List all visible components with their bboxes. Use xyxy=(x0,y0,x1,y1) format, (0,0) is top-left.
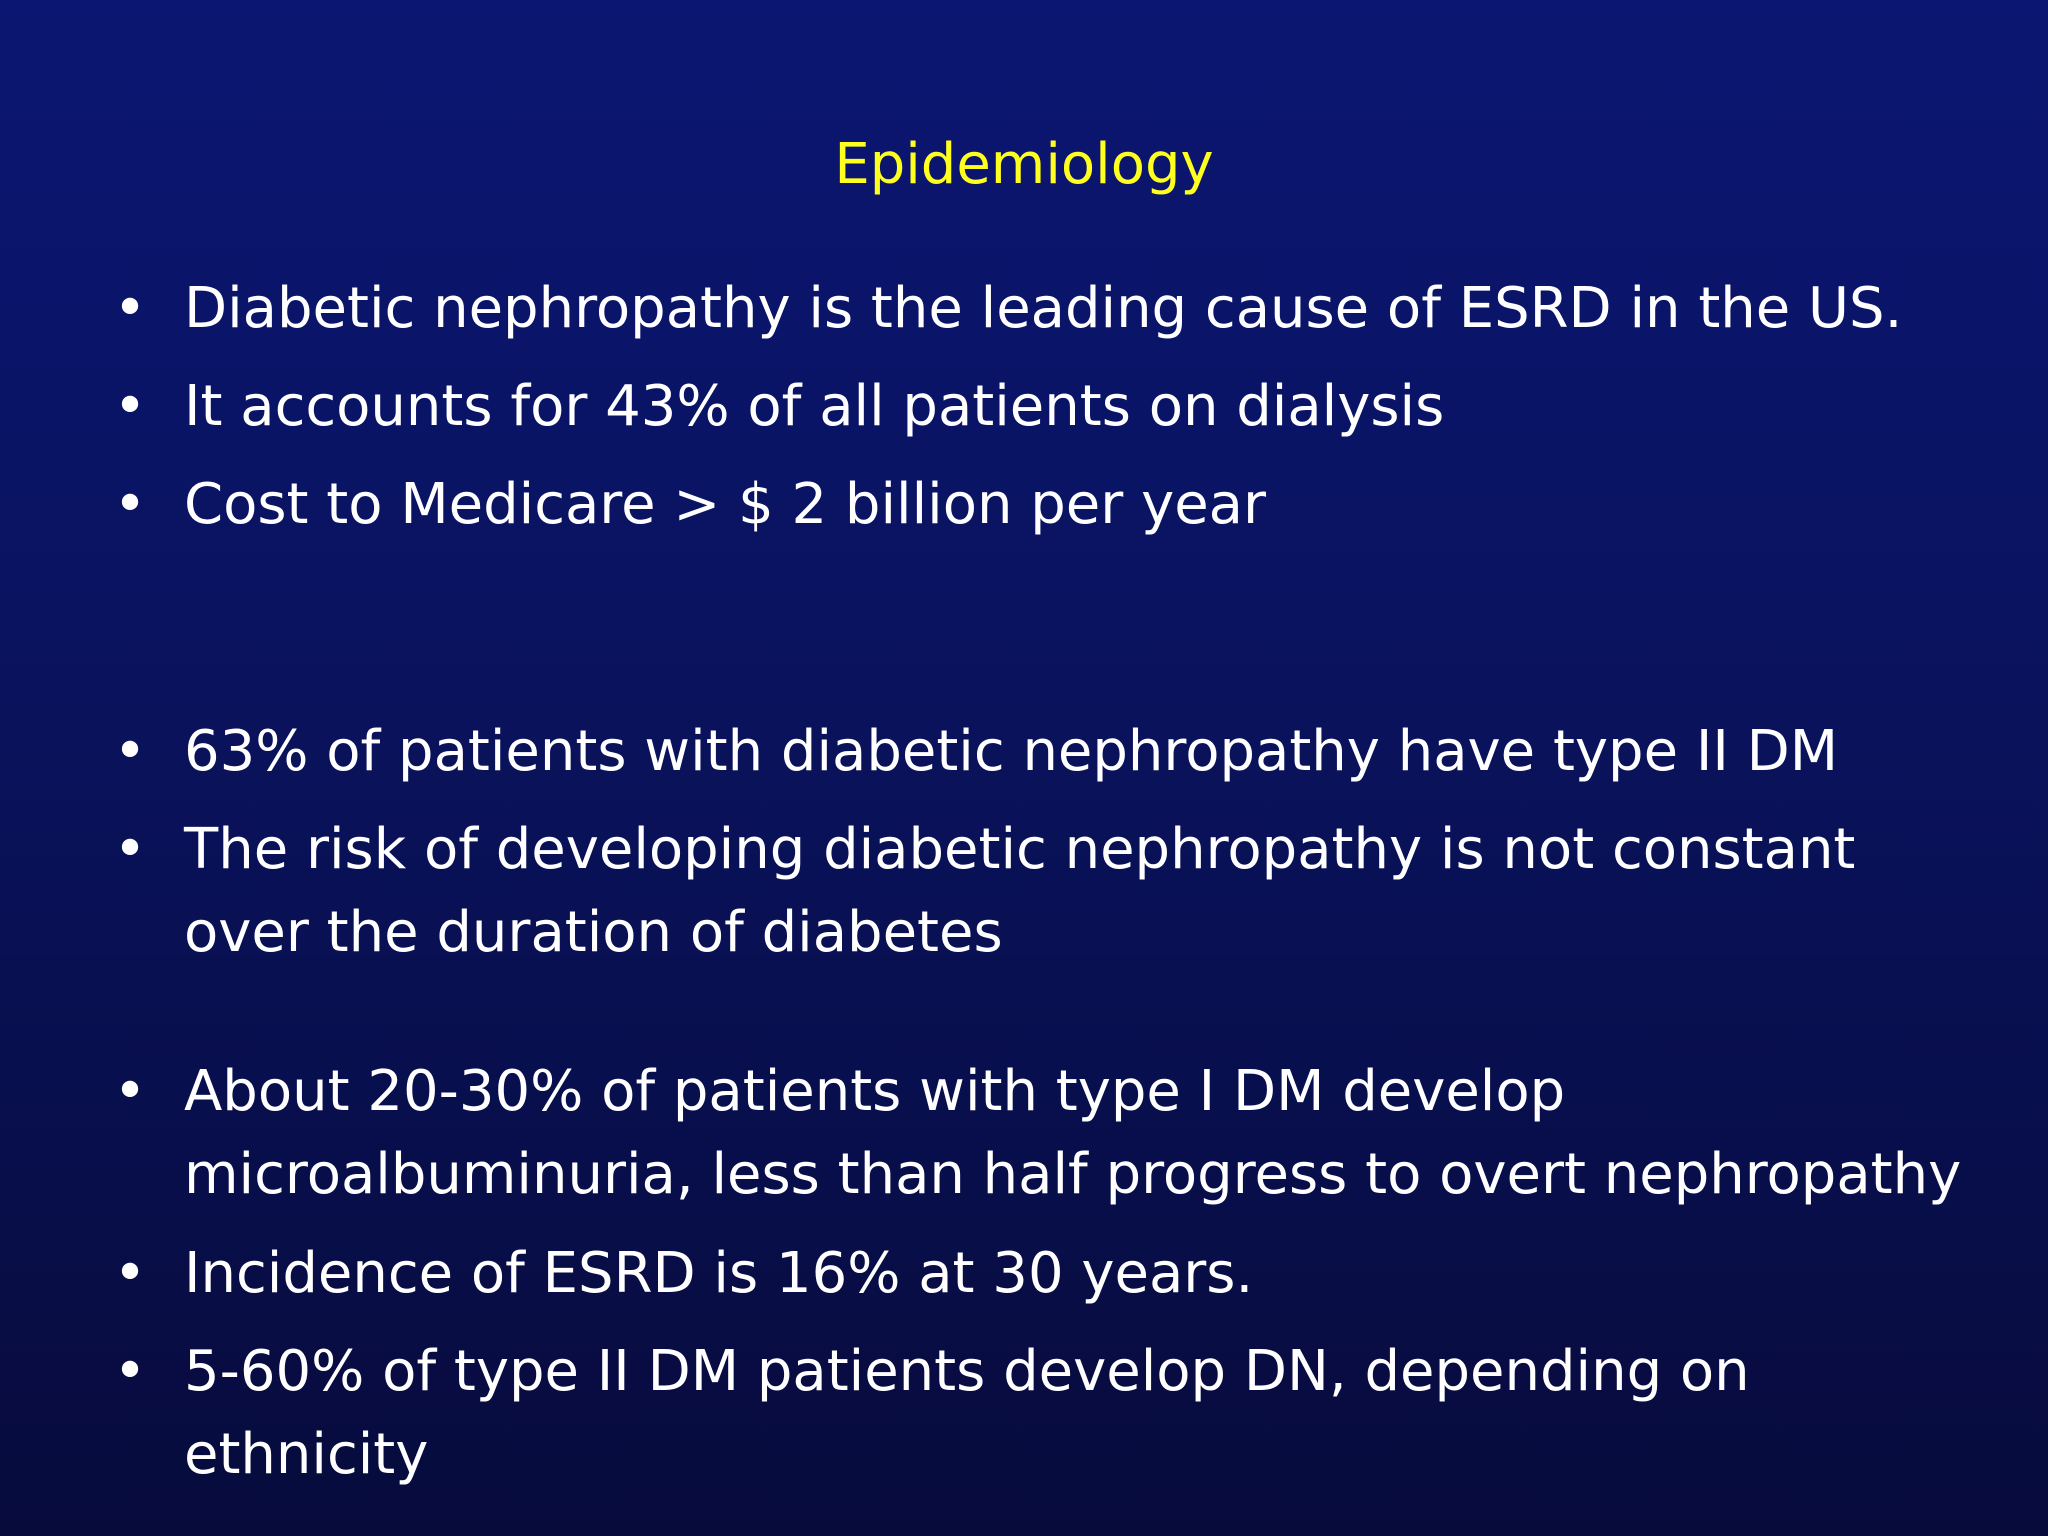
bullet-line-1-1: Diabetic nephropathy is the leading cause of ESRD in the US. xyxy=(184,276,1903,341)
bullet-line-5-2: over the duration of diabetes xyxy=(184,900,1003,965)
bullet-dot-icon: • xyxy=(113,817,147,882)
bullet-line-3-1: Cost to Medicare > $ 2 billion per year xyxy=(184,472,1267,537)
bullet-line-4-1: 63% of patients with diabetic nephropathy have type II DM xyxy=(184,719,1839,784)
bullet-line-6-1: About 20-30% of patients with type I DM develop xyxy=(184,1059,1566,1124)
bullet-line-8-1: 5-60% of type II DM patients develop DN, depending on xyxy=(184,1339,1750,1404)
bullet-line-8-2: ethnicity xyxy=(184,1422,429,1487)
bullet-line-7-1: Incidence of ESRD is 16% at 30 years. xyxy=(184,1241,1254,1306)
bullet-dot-icon: • xyxy=(113,374,147,439)
bullet-dot-icon: • xyxy=(113,1059,147,1124)
slide-title: Epidemiology xyxy=(834,132,1214,197)
bullet-dot-icon: • xyxy=(113,276,147,341)
bullet-dot-icon: • xyxy=(113,719,147,784)
bullet-dot-icon: • xyxy=(113,472,147,537)
bullet-line-2-1: It accounts for 43% of all patients on dialysis xyxy=(184,374,1445,439)
bullet-line-6-2: microalbuminuria, less than half progress to overt nephropathy xyxy=(184,1142,1962,1207)
bullet-line-5-1: The risk of developing diabetic nephropathy is not constant xyxy=(184,817,1856,882)
bullet-dot-icon: • xyxy=(113,1339,147,1404)
bullet-dot-icon: • xyxy=(113,1241,147,1306)
